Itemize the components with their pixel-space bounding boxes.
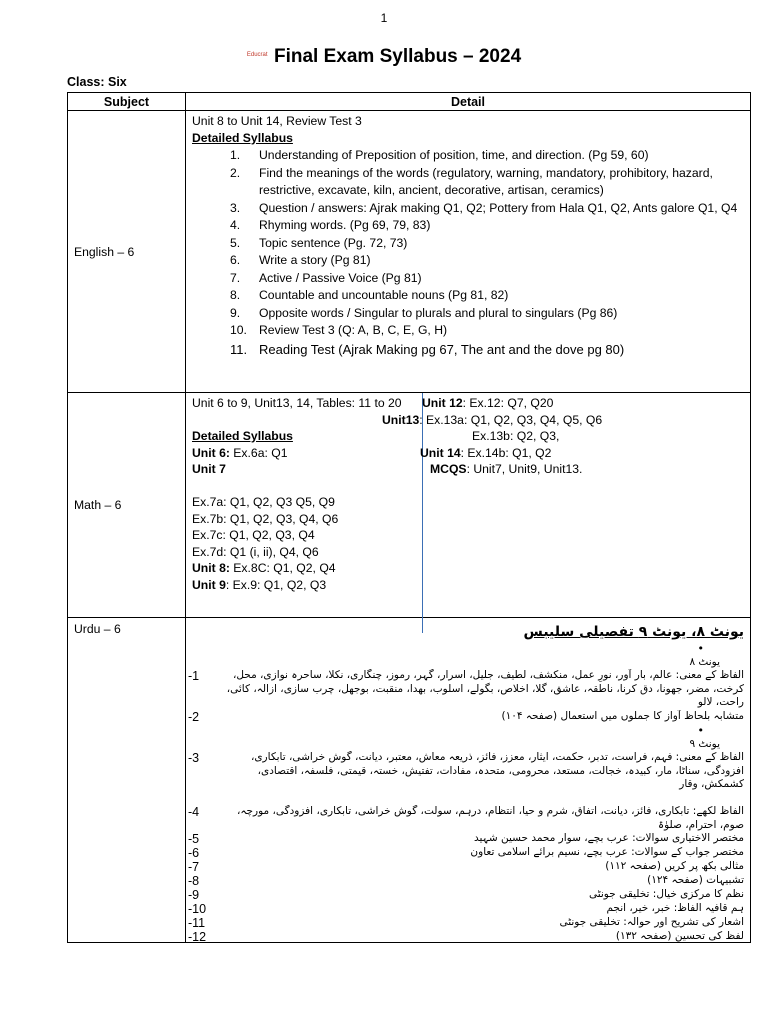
urdu-row xyxy=(68,618,751,943)
item-text: متشابہ بلحاظ آواز کا جملوں میں استعمال (صفحہ ۱۰۴) xyxy=(501,710,744,722)
unit-label: Unit 12 xyxy=(422,396,463,410)
unit-text: Ex.8C: Q1, Q2, Q4 xyxy=(229,561,336,575)
math-heading: Detailed Syllabus xyxy=(192,429,293,443)
list-item xyxy=(188,888,744,902)
item-text: تشبیہات (صفحہ ۱۲۴) xyxy=(647,874,744,886)
item-text: Understanding of Preposition of position, time, and direction. (Pg 59, 60) xyxy=(259,148,649,162)
list-item xyxy=(230,322,744,340)
item-text: Countable and uncountable nouns (Pg 81, 82) xyxy=(259,288,509,302)
title-row xyxy=(0,46,768,68)
unit-text: : Ex.12: Q7, Q20 xyxy=(462,396,554,410)
urdu-content xyxy=(188,622,744,944)
item-number: -6 xyxy=(188,846,200,860)
list-item xyxy=(230,270,744,288)
item-number: -10 xyxy=(188,902,207,916)
item-text: اشعار کی تشریح اور حوالہ: تخلیقی جونٹی xyxy=(559,916,744,928)
item-text: نظم کا مرکزی خیال: تخلیقی جونٹی xyxy=(588,888,744,900)
english-row xyxy=(68,111,751,393)
math-subject: Math – 6 xyxy=(68,393,186,618)
math-ex7c: Ex.7c: Q1, Q2, Q3, Q4 xyxy=(192,528,315,542)
item-number: 9. xyxy=(230,305,241,320)
urdu-unit8: یونٹ ۸ xyxy=(689,656,720,668)
item-number: -11 xyxy=(188,916,206,930)
unit-label: Unit 14 xyxy=(420,445,461,460)
page-number: 1 xyxy=(380,11,388,25)
math-unit14 xyxy=(420,445,551,462)
list-item xyxy=(230,305,744,323)
item-number: 5. xyxy=(230,235,241,250)
list-item xyxy=(188,916,744,930)
item-number: 8. xyxy=(230,288,241,302)
item-text: Find the meanings of the words (regulatory, warning, mandatory, prohibitory, hazard, restrictive, excavate, kiln, ancient, decorative, artisan, ceramics) xyxy=(259,165,713,197)
list-item xyxy=(188,874,744,888)
list-item xyxy=(230,252,744,270)
item-number: -7 xyxy=(188,860,200,874)
item-text: الفاظ کے معنی: عالم، بار آور، نورِ عمل، منکشف، لطیف، جلیل، اسرار، گہر، رموز، چنگاری، نکلا، ساحرہ نوازی، محل، کرخت، مضر، جھونا، دق کرنا، ناطقہ، عاشق، گلا، اخلاص، بگولے، اسلوب، بھدا، منقبت، بوجھل، چرب سازی، ازالہ، کائی، راحت، لالو xyxy=(226,669,744,708)
item-text: لفظ کی تحسین (صفحہ ۱۳۲) xyxy=(615,930,744,942)
item-number: -9 xyxy=(188,888,200,902)
item-text: مثالی بکھ پر کریں (صفحہ ۱۱۲) xyxy=(605,860,744,872)
math-unit12 xyxy=(422,395,553,412)
item-text: Reading Test (Ajrak Making pg 67, The ant and the dove pg 80) xyxy=(259,341,625,357)
unit-label: Unit 9 xyxy=(192,577,226,592)
unit-text: Ex.6a: Q1 xyxy=(229,445,288,460)
math-intro: Unit 6 to 9, Unit13, 14, Tables: 11 to 20 xyxy=(192,396,402,410)
header-row xyxy=(68,93,751,111)
math-detail xyxy=(186,393,751,618)
list-item xyxy=(230,165,744,200)
unit-text: : Ex.13a: Q1, Q2, Q3, Q4, Q5, Q6 xyxy=(419,412,603,427)
item-text: الفاظ کے معنی: فہم، فراست، تدبر، حکمت، ایثار، معزز، فائز، ذریعہ معاش، معتبر، دیانت، گوش خراشی، تابکاری، افزودگی، سناٹا، مار، کبیدہ، خجالت، مستعد، محرومی، متحدہ، مفادات، تفتیش، خستہ، قیمتی، فلسفہ، اقتصادی، کشمکش، وقار xyxy=(250,751,744,790)
list-item xyxy=(188,860,744,874)
list-item xyxy=(230,340,744,359)
item-text: Review Test 3 (Q: A, B, C, E, G, H) xyxy=(259,323,448,337)
list-item xyxy=(230,235,744,253)
list-item xyxy=(230,287,744,305)
item-number: 3. xyxy=(230,200,241,215)
item-text: Active / Passive Voice (Pg 81) xyxy=(259,270,422,285)
item-text: Opposite words / Singular to plurals and plural to singulars (Pg 86) xyxy=(259,305,618,320)
unit-text: : Unit7, Unit9, Unit13. xyxy=(466,462,583,476)
bullet-icon: • xyxy=(697,724,704,737)
item-text: ہم قافیہ الفاظ: خبر، خیر، انجم xyxy=(606,902,744,914)
math-row xyxy=(68,393,751,618)
english-detail xyxy=(186,111,751,393)
list-item xyxy=(188,751,744,805)
item-text: مختصر جواب کے سوالات: عرب بچے، نسیم برائے اسلامی تعاون xyxy=(470,846,744,858)
item-number: -1 xyxy=(188,669,200,683)
item-text: Topic sentence (Pg. 72, 73) xyxy=(259,235,408,250)
math-mcqs xyxy=(430,461,582,478)
english-subject: English – 6 xyxy=(68,111,186,393)
unit-label: MCQS xyxy=(430,462,467,476)
math-unit7: Unit 7 xyxy=(192,462,226,476)
math-unit9 xyxy=(192,577,422,594)
unit-label: Unit 8: xyxy=(192,561,230,575)
item-text: مختصر الاختیاری سوالات: عرب بچے، سوار محمد حسین شہید xyxy=(474,832,744,844)
math-unit13 xyxy=(382,412,602,429)
page-title: Final Exam Syllabus – 2024 xyxy=(274,46,522,67)
item-number: -2 xyxy=(188,710,200,724)
math-unit8 xyxy=(192,560,422,577)
item-text: Write a story (Pg 81) xyxy=(259,253,371,267)
item-number: 1. xyxy=(230,148,241,162)
item-number: -12 xyxy=(188,930,207,944)
item-text: Question / answers: Ajrak making Q1, Q2; Pottery from Hala Q1, Q2, Ants galore Q1, Q4 xyxy=(259,200,738,215)
item-number: 10. xyxy=(230,323,247,337)
item-number: -3 xyxy=(188,751,200,765)
math-unit13b: Ex.13b: Q2, Q3, xyxy=(472,429,560,443)
list-item xyxy=(188,846,744,860)
item-text: Rhyming words. (Pg 69, 79, 83) xyxy=(259,218,431,232)
item-number: -8 xyxy=(188,874,200,888)
list-item xyxy=(188,832,744,846)
list-item xyxy=(188,930,744,944)
list-item xyxy=(230,147,744,165)
unit-label: Unit13 xyxy=(382,412,420,427)
item-number: -5 xyxy=(188,832,200,846)
unit-label: Unit 6: xyxy=(192,445,230,460)
math-ex7d: Ex.7d: Q1 (i, ii), Q4, Q6 xyxy=(192,544,319,559)
english-heading: Detailed Syllabus xyxy=(192,131,293,145)
math-ex7a: Ex.7a: Q1, Q2, Q3 Q5, Q9 xyxy=(192,495,335,509)
item-number: 4. xyxy=(230,218,241,232)
class-label: Class: Six xyxy=(67,75,127,89)
unit-text: : Ex.9: Q1, Q2, Q3 xyxy=(225,577,327,592)
detail-header: Detail xyxy=(186,93,751,111)
english-intro: Unit 8 to Unit 14, Review Test 3 xyxy=(192,114,362,128)
list-item xyxy=(188,805,744,832)
list-item xyxy=(188,710,744,724)
urdu-subject: Urdu – 6 xyxy=(68,618,186,943)
urdu-detail xyxy=(186,618,751,943)
math-column-divider xyxy=(422,393,423,633)
urdu-heading: یونٹ ۸، یونٹ ۹ تفصیلی سلیبس xyxy=(523,624,744,640)
unit-text: : Ex.14b: Q1, Q2 xyxy=(460,445,552,460)
list-item xyxy=(230,217,744,235)
list-item xyxy=(188,669,744,710)
item-number: 2. xyxy=(230,165,241,180)
list-item xyxy=(230,200,744,218)
syllabus-table xyxy=(67,92,751,943)
subject-header: Subject xyxy=(68,93,186,111)
item-number: 6. xyxy=(230,253,241,267)
item-number: 7. xyxy=(230,270,241,285)
urdu-unit9: یونٹ ۹ xyxy=(689,738,720,750)
item-number: -4 xyxy=(188,805,200,819)
math-ex7b: Ex.7b: Q1, Q2, Q3, Q4, Q6 xyxy=(192,511,339,526)
english-list xyxy=(230,147,744,359)
school-logo: Educrat xyxy=(246,52,268,58)
item-text: الفاظ لکھے: تابکاری، فائز، دیانت، اتفاق، شرم و حیا، انتظام، درہم، سولت، گوش خراشی، تابکاری، افزودگی، مورچہ، صوم، احترام، صلوٰۃ xyxy=(237,805,744,831)
item-number: 11. xyxy=(230,341,248,357)
list-item xyxy=(188,902,744,916)
bullet-icon: • xyxy=(697,642,704,655)
math-unit6 xyxy=(192,445,422,462)
